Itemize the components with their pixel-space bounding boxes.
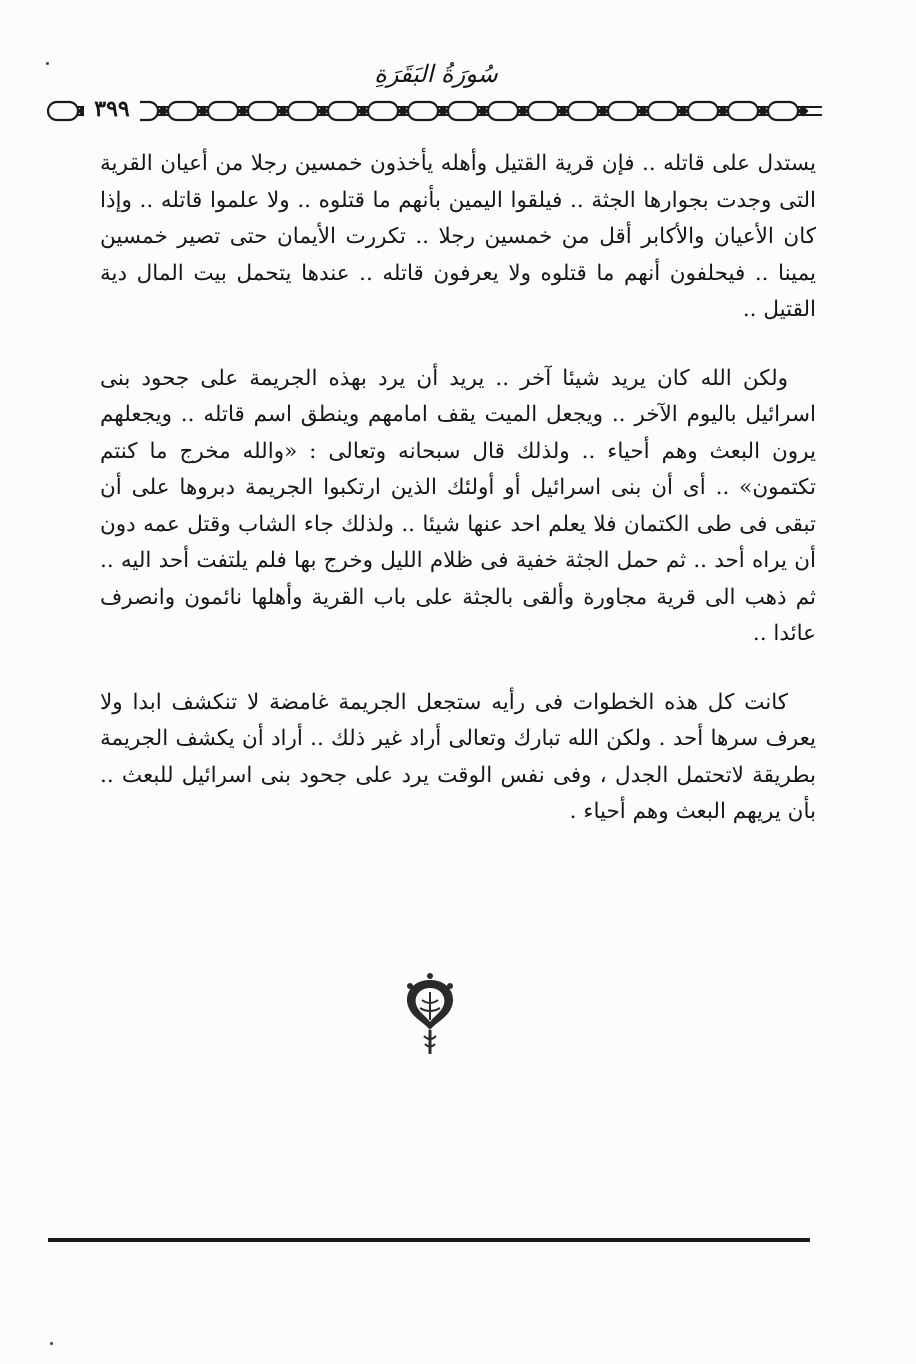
chain-link (328, 102, 358, 120)
chain-link (448, 102, 478, 120)
chain-diamond (319, 107, 327, 115)
chain-link (528, 102, 558, 120)
chain-link (168, 102, 198, 120)
chain-link (368, 102, 398, 120)
chain-link (608, 102, 638, 120)
chain-link (768, 102, 798, 120)
chain-diamond (479, 107, 487, 115)
chain-link (408, 102, 438, 120)
chain-link (288, 102, 318, 120)
chain-diamond (279, 107, 287, 115)
footer-rule (48, 1238, 810, 1242)
paragraph: ولكن الله كان يريد شيئا آخر .. يريد أن يرد بهذه الجريمة على جحود بنى اسرائيل باليوم الآخر .. ويجعل الميت يقف امامهم وينطق اسم قاتله .. ويجعلهم يرون البعث وهم أحياء .. ولذلك قال سبحانه وتعالى : «والله مخرج ما كنتم تكتمون» .. أى أن بنى اسرائيل أو أولئك الذين ارتكبوا الجريمة دبروها على أن تبقى فى طى الكتمان فلا يعلم احد عنها شيئا .. ولذلك جاء الشاب وقتل عمه دون أن يراه أحد .. ثم حمل الجثة خفية فى ظلام الليل وخرج بها فلم يلتفت أحد اليه .. ثم ذهب الى قرية مجاورة وألقى بالجثة على باب القرية وأهلها نائمون وانصرف عائدا .. (100, 365, 816, 646)
chain-diamond (399, 107, 407, 115)
chain-diamond (719, 107, 727, 115)
chain-diamond (559, 107, 567, 115)
chain-diamond (359, 107, 367, 115)
chain-diamond (519, 107, 527, 115)
chain-diamond (599, 107, 607, 115)
chain-diamond (639, 107, 647, 115)
chain-border-icon (44, 96, 826, 126)
page-number: ٣٩٩ (84, 94, 140, 124)
chain-link (648, 102, 678, 120)
chain-diamond (759, 107, 767, 115)
chain-diamond (679, 107, 687, 115)
chain-link (728, 102, 758, 120)
paragraph: كانت كل هذه الخطوات فى رأيه ستجعل الجريمة غامضة لا تنكشف ابدا ولا يعرف سرها أحد . ولكن الله تبارك وتعالى أراد غير ذلك .. أراد أن يكشف الجريمة بطريقة لاتحتمل الجدل ، وفى نفس الوقت يرد على جحود بنى اسرائيل للبعث .. بأن يريهم البعث وهم أحياء . (100, 689, 816, 824)
chain-link (208, 102, 238, 120)
chain-link (488, 102, 518, 120)
chain-diamond (799, 107, 807, 115)
chain-diamond (239, 107, 247, 115)
chain-diamond (439, 107, 447, 115)
chain-link (48, 102, 78, 120)
body-text (100, 146, 816, 863)
chain-diamond (159, 107, 167, 115)
stray-mark (46, 62, 49, 65)
chain-link (688, 102, 718, 120)
stray-mark (50, 1342, 53, 1345)
surah-title: سُورَةُ البَقَرَةِ (374, 60, 498, 88)
chain-link (568, 102, 598, 120)
chain-link (248, 102, 278, 120)
floral-end-ornament-icon (402, 972, 458, 1058)
paragraph: يستدل على قاتله .. فإن قرية القتيل وأهله يأخذون خمسين رجلا من أعيان القرية التى وجدت بجوارها الجثة .. فيلقوا اليمين بأنهم ما قتلوه .. ولا علموا قاتله .. وإذا كان الأعيان والأكابر أقل من خمسين رجلا .. تكررت الأيمان حتى تصير خمسين يمينا .. فيحلفون أنهم ما قتلوه ولا يعرفون قاتله .. عندها يتحمل بيت المال دية القتيل .. (100, 151, 816, 322)
chain-diamond (199, 107, 207, 115)
